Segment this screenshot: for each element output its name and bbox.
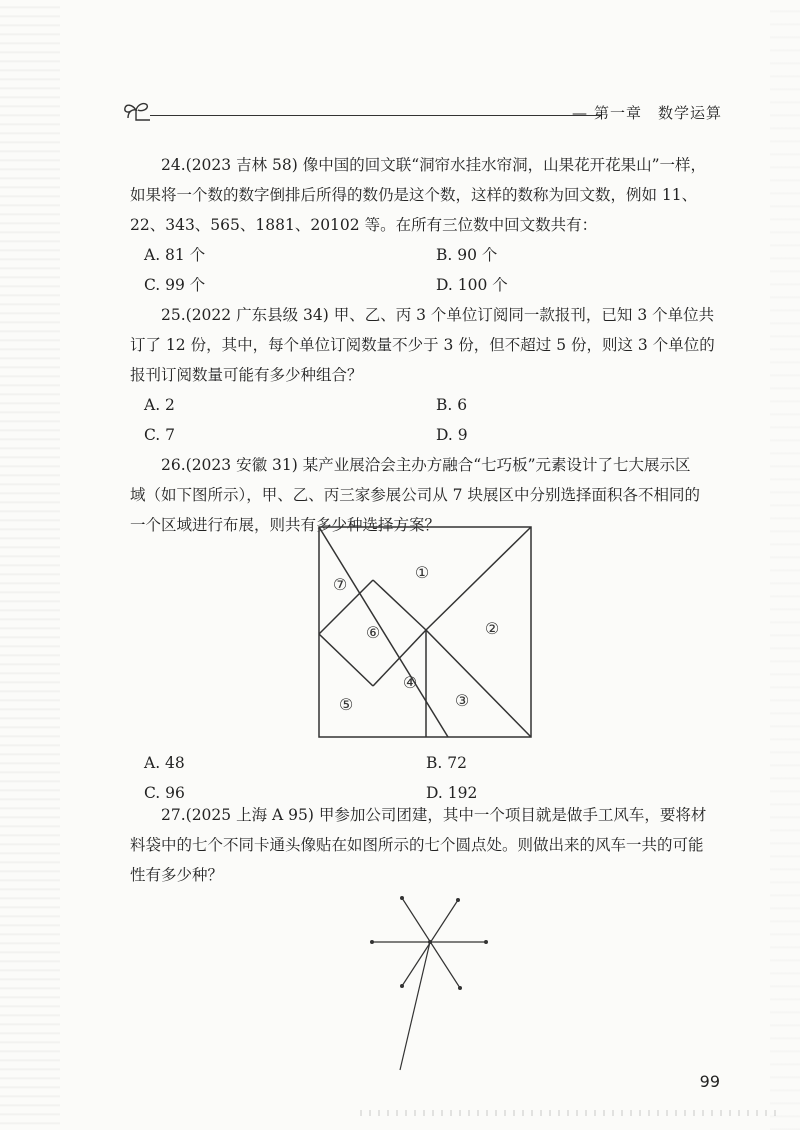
tangram-edge bbox=[426, 630, 531, 737]
dot bbox=[456, 898, 460, 902]
tangram-edge bbox=[373, 630, 426, 686]
option-c[interactable]: C. 96 bbox=[144, 784, 185, 802]
tangram-figure bbox=[318, 526, 532, 738]
question-line: 24.(2023 吉林 58) 像中国的回文联“洞帘水挂水帘洞，山果花开花果山”一样， bbox=[161, 156, 707, 174]
option-d[interactable]: D. 100 个 bbox=[436, 276, 508, 294]
question-26-options bbox=[144, 748, 724, 808]
question-line: 27.(2025 上海 A 95) 甲参加公司团建，其中一个项目就是做手工风车，要将材 bbox=[161, 806, 707, 824]
page-header bbox=[122, 96, 722, 126]
questions-block bbox=[130, 150, 720, 540]
pinwheel-figure bbox=[368, 890, 493, 1080]
question-24 bbox=[130, 150, 720, 300]
dot bbox=[400, 984, 404, 988]
question-line: 如果将一个数的数字倒排后所得的数仍是这个数，这样的数称为回文数，例如 11、 bbox=[130, 186, 698, 204]
option-a[interactable]: A. 81 个 bbox=[144, 246, 206, 264]
question-line: 性有多少种？ bbox=[130, 866, 224, 884]
question-line: 料袋中的七个不同卡通头像贴在如图所示的七个圆点处。则做出来的风车一共的可能 bbox=[130, 836, 704, 854]
region-5-label: ⑤ bbox=[338, 695, 354, 714]
question-line: 一个区域进行布展，则共有多少种选择方案？ bbox=[130, 516, 441, 534]
dot bbox=[400, 896, 404, 900]
tangram-edge bbox=[373, 580, 426, 630]
dot-center bbox=[428, 940, 432, 944]
region-3-label: ③ bbox=[454, 691, 470, 710]
option-a[interactable]: A. 2 bbox=[144, 396, 175, 414]
region-1-label: ① bbox=[414, 563, 430, 582]
question-27 bbox=[130, 800, 720, 890]
question-25 bbox=[130, 300, 720, 450]
question-line: 订了 12 份，其中，每个单位订阅数量不少于 3 份，但不超过 5 份，则这 3 个单位的 bbox=[130, 336, 715, 354]
question-line: 报刊订阅数量可能有多少种组合？ bbox=[130, 366, 363, 384]
option-d[interactable]: D. 9 bbox=[436, 426, 468, 444]
options bbox=[144, 240, 720, 300]
question-line: 22、343、565、1881、20102 等。在所有三位数中回文数共有： bbox=[130, 216, 598, 234]
option-c[interactable]: C. 7 bbox=[144, 426, 176, 444]
page-number: 99 bbox=[699, 1072, 720, 1091]
region-2-label: ② bbox=[484, 619, 500, 638]
option-b[interactable]: B. 90 个 bbox=[436, 246, 498, 264]
options bbox=[144, 390, 720, 450]
region-7-label: ⑦ bbox=[332, 575, 348, 594]
question-line: 26.(2023 安徽 31) 某产业展洽会主办方融合“七巧板”元素设计了七大展示区 bbox=[161, 456, 691, 474]
pinwheel-stick bbox=[400, 942, 430, 1070]
option-b[interactable]: B. 72 bbox=[426, 754, 467, 772]
header-rule bbox=[150, 115, 602, 116]
region-4-label: ④ bbox=[402, 673, 418, 692]
region-6-label: ⑥ bbox=[365, 623, 381, 642]
dot bbox=[484, 940, 488, 944]
dot bbox=[370, 940, 374, 944]
question-line: 25.(2022 广东县级 34) 甲、乙、丙 3 个单位订阅同一款报刊，已知 3 个单位共 bbox=[161, 306, 715, 324]
sprout-icon bbox=[122, 96, 152, 124]
question-line: 域（如下图所示），甲、乙、丙三家参展公司从 7 块展区中分别选择面积各不相同的 bbox=[130, 486, 700, 504]
chapter-title: — 第一章 数学运算 bbox=[571, 104, 722, 122]
option-d[interactable]: D. 192 bbox=[426, 784, 478, 802]
tangram-edge bbox=[426, 527, 531, 630]
option-b[interactable]: B. 6 bbox=[436, 396, 468, 414]
option-c[interactable]: C. 99 个 bbox=[144, 276, 206, 294]
option-a[interactable]: A. 48 bbox=[144, 754, 185, 772]
dot bbox=[458, 986, 462, 990]
scan-edge-left bbox=[0, 0, 60, 1130]
scan-edge-right bbox=[770, 0, 800, 1130]
scan-noise bbox=[360, 1110, 780, 1116]
